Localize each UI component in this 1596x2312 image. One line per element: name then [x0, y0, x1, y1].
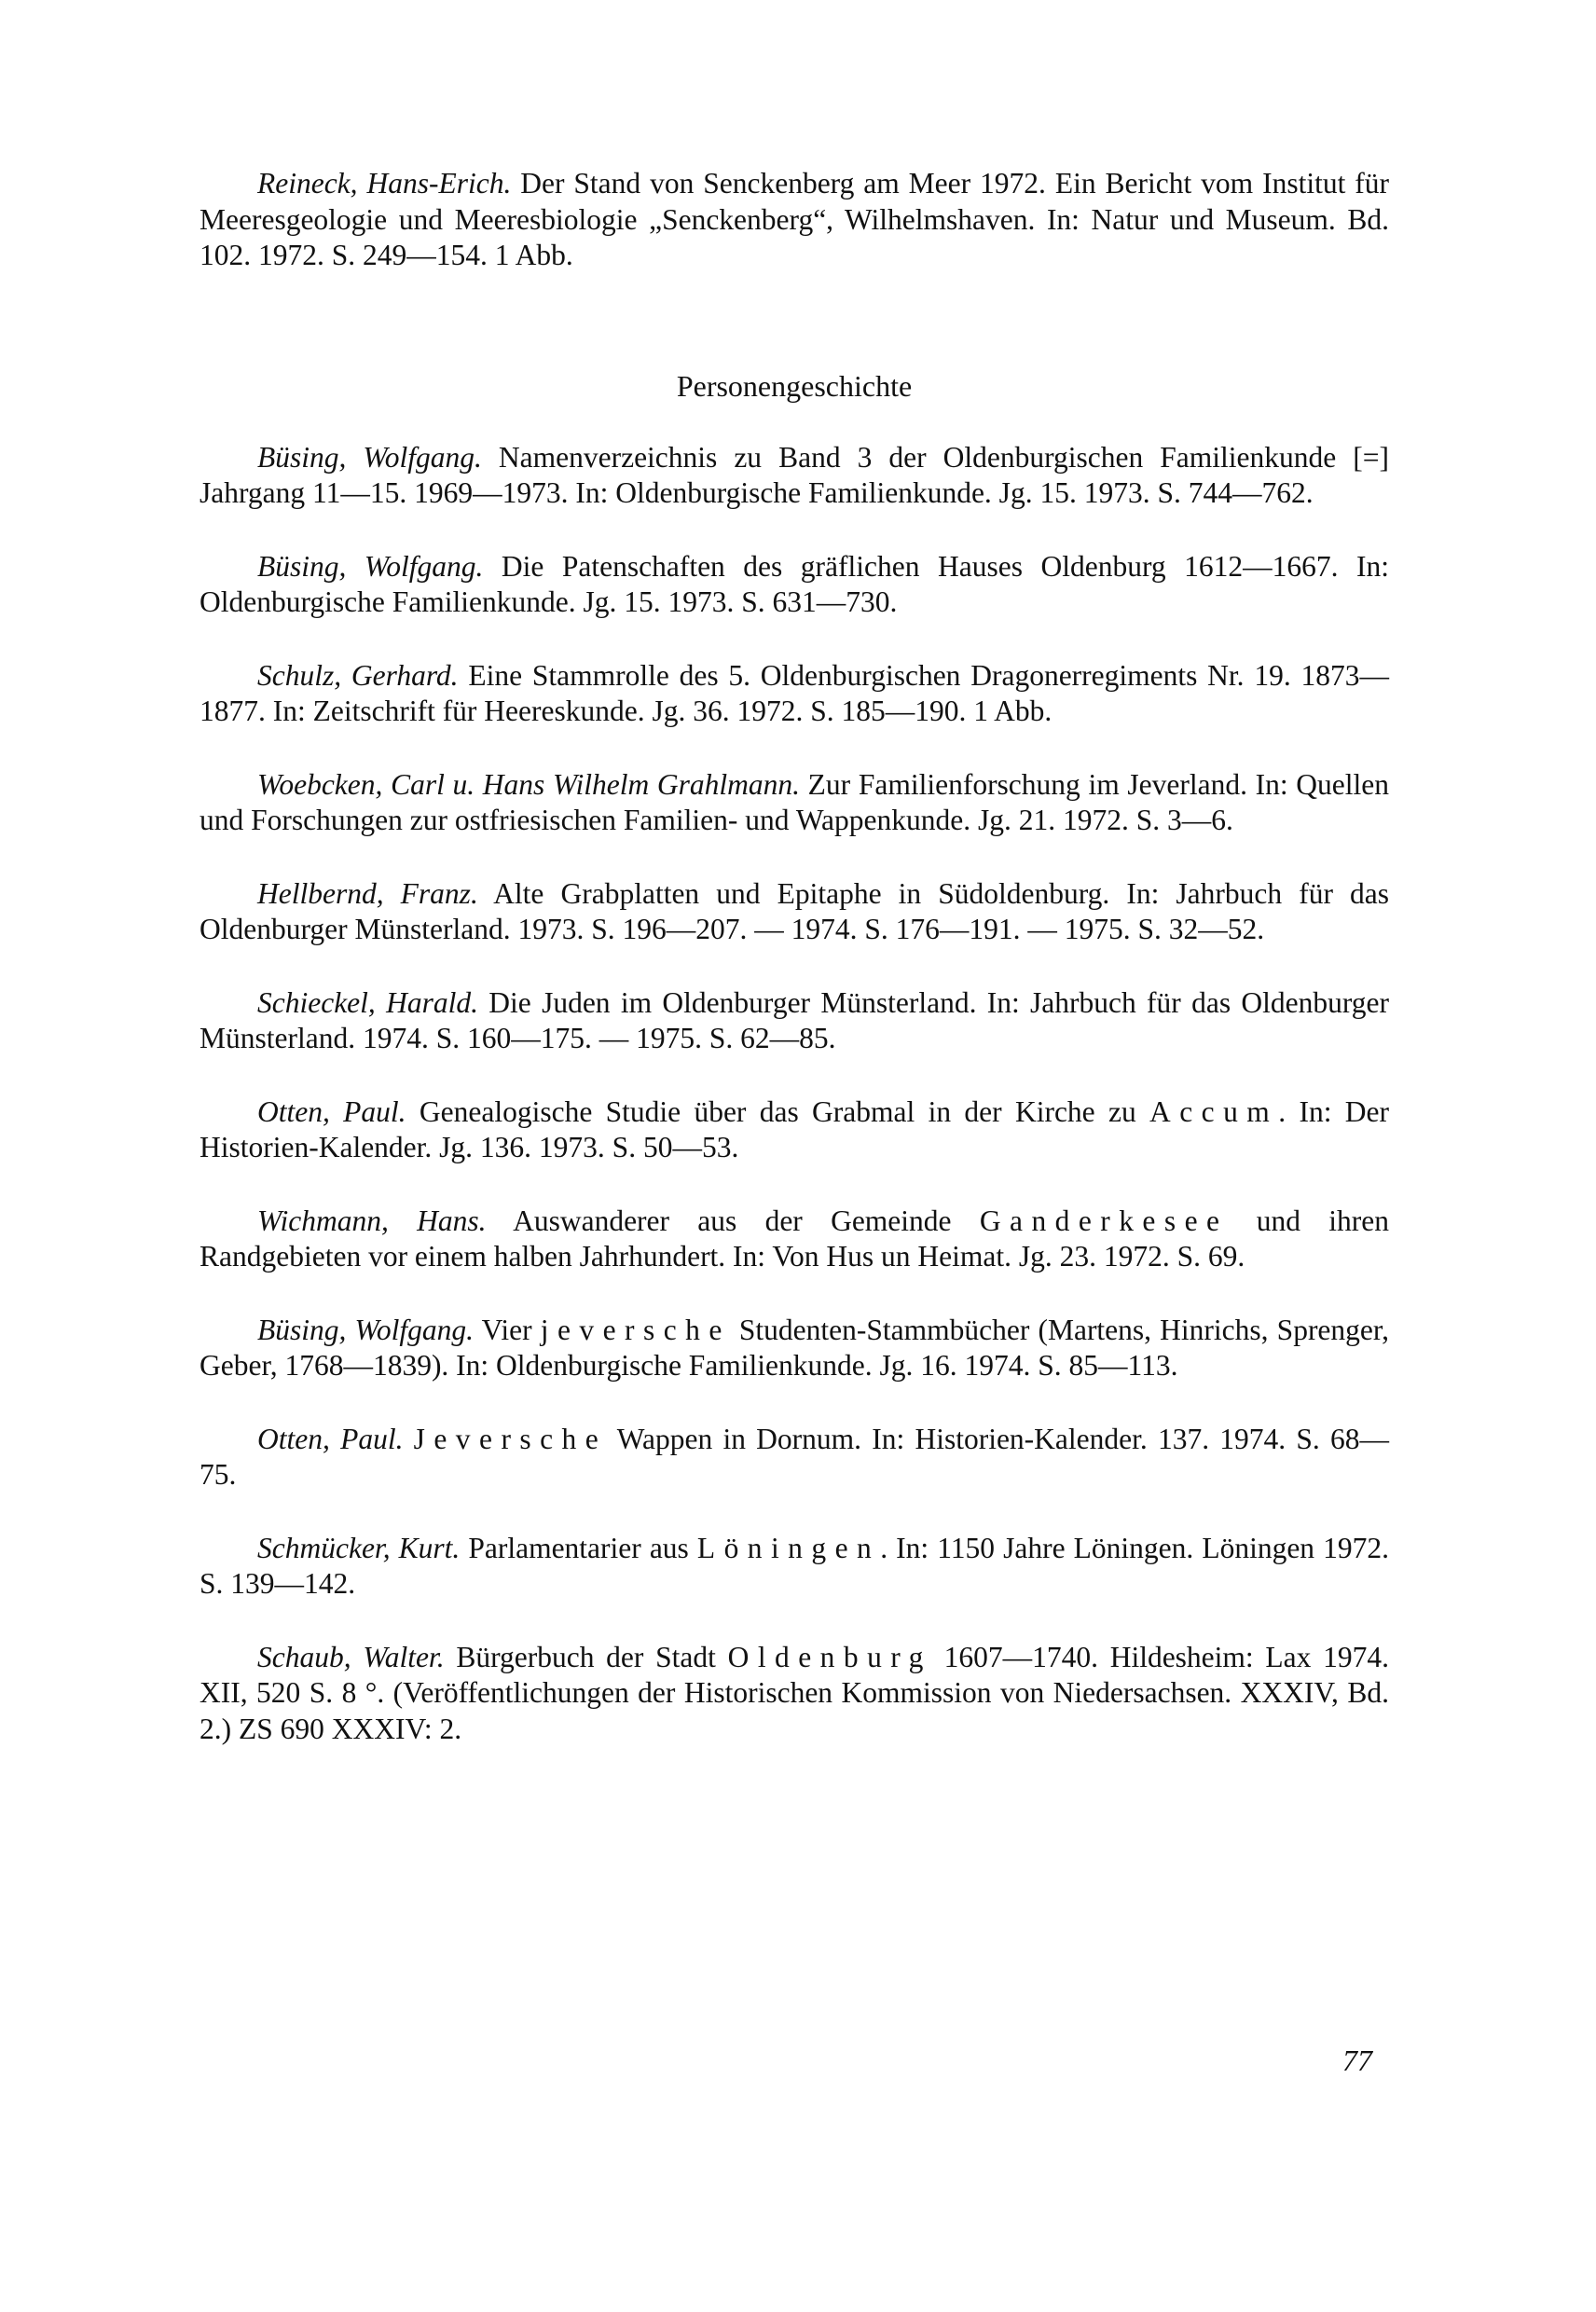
spaced-word: Jeversche: [413, 1422, 608, 1455]
bibliography-entry: [200, 1094, 1389, 1166]
entry-author: Wichmann, Hans.: [257, 1204, 487, 1237]
entry-text: Auswanderer aus der Gemeinde: [486, 1204, 980, 1237]
entry-author: Otten, Paul.: [257, 1422, 404, 1455]
entry-text: Vier: [474, 1313, 541, 1346]
spaced-place-name: Accum: [1149, 1094, 1279, 1128]
spaced-place-name: Löningen: [696, 1531, 881, 1564]
entry-author: Schulz, Gerhard.: [257, 658, 459, 692]
entry-text-continued: Wappen in Dornum. In: Historien-Kalender. 137. 1974. S. 68—75.: [200, 1422, 1389, 1491]
page-content: [200, 166, 1389, 1784]
bibliography-entry: [200, 767, 1389, 839]
entry-text-continued: und ihren Randgebieten vor einem halben Jahrhundert. In: Von Hus un Heimat. Jg. 23. 1972. S. 69.: [200, 1204, 1389, 1273]
entry-author: Schieckel, Harald.: [257, 985, 478, 1019]
entry-author: Schaub, Walter.: [257, 1640, 445, 1673]
entry-author: Schmücker, Kurt.: [257, 1531, 461, 1564]
bibliography-entry: [200, 658, 1389, 730]
entry-author: Büsing, Wolfgang.: [257, 440, 482, 474]
spaced-word: jeversche: [540, 1313, 731, 1346]
entry-text: [403, 1423, 413, 1455]
entry-text-continued: 1607—1740. Hildesheim: Lax 1974. XII, 520 S. 8 °. (Veröffentlichungen der Historischen Kommission von Niedersachsen. XXXIV, Bd. 2.) ZS 690 XXXIV: 2.: [200, 1640, 1389, 1745]
bibliography-entry: [200, 549, 1389, 621]
entry-text: Die Juden im Oldenburger Münsterland. In: Jahrbuch für das Oldenburger Münsterland. 1974. S. 160—175. — 1975. S. 62—85.: [200, 985, 1389, 1054]
entry-author: Hellbernd, Franz.: [257, 876, 478, 910]
entry-author: Büsing, Wolfgang.: [257, 549, 484, 583]
entry-text-continued: Studenten-Stammbücher (Martens, Hinrichs, Sprenger, Geber, 1768—1839). In: Oldenburgische Familienkunde. Jg. 16. 1974. S. 85—113.: [200, 1313, 1389, 1382]
bibliography-entry: [200, 1313, 1389, 1384]
spaced-place-name: Ganderkesee: [979, 1204, 1229, 1237]
entry-author: Woebcken, Carl u. Hans Wilhelm Grahlmann.: [257, 767, 801, 801]
entry-text: Zur Familienforschung im Jeverland. In: Quellen und Forschungen zur ostfriesischen Familien- und Wappenkunde. Jg. 21. 1972. S. 3—6.: [200, 767, 1389, 836]
bibliography-entry: [200, 1204, 1389, 1275]
entry-text: Genealogische Studie über das Grabmal in der Kirche zu: [406, 1094, 1150, 1128]
entry-text: Bürgerbuch der Stadt: [444, 1640, 728, 1673]
bibliography-entry: [200, 1422, 1389, 1493]
bibliography-entry: [200, 1531, 1389, 1603]
entry-text: Alte Grabplatten und Epitaphe in Südoldenburg. In: Jahrbuch für das Oldenburger Münsterland. 1973. S. 196—207. — 1974. S. 176—191. — 1975. S. 32—52.: [200, 876, 1390, 945]
bibliography-entry: [200, 985, 1389, 1057]
entry-text: Parlamentarier aus: [460, 1531, 697, 1564]
bibliography-entry: [200, 1640, 1389, 1748]
entry-text: Der Stand von Senckenberg am Meer 1972. Ein Bericht vom Institut für Meeresgeologie und Meeresbiologie „Senckenberg“, Wilhelmshaven. In: Natur und Museum. Bd. 102. 1972. S. 249—154. 1 Abb.: [200, 167, 1389, 271]
spaced-place-name: Oldenburg: [727, 1640, 932, 1673]
bibliography-entry: [200, 166, 1389, 274]
entry-text: Eine Stammrolle des 5. Oldenburgischen Dragonerregiments Nr. 19. 1873—1877. In: Zeitschrift für Heereskunde. Jg. 36. 1972. S. 185—190. 1 Abb.: [200, 658, 1389, 727]
section-title: Personengeschichte: [676, 368, 913, 403]
bibliography-entry: [200, 440, 1389, 512]
entry-text-continued: . In: Der Historien-Kalender. Jg. 136. 1973. S. 50—53.: [200, 1094, 1389, 1163]
page-number: 77: [1342, 2044, 1372, 2077]
entry-text: Die Patenschaften des gräflichen Hauses Oldenburg 1612—1667. In: Oldenburgische Familienkunde. Jg. 15. 1973. S. 631—730.: [200, 549, 1390, 618]
entry-author: Otten, Paul.: [257, 1094, 406, 1128]
entry-author: Büsing, Wolfgang.: [257, 1313, 474, 1346]
bibliography-entry: [200, 876, 1389, 948]
entry-author: Reineck, Hans-Erich.: [257, 167, 512, 200]
entry-text: Namenverzeichnis zu Band 3 der Oldenburgischen Familienkunde [=] Jahrgang 11—15. 1969—1973. In: Oldenburgische Familienkunde. Jg. 15. 1973. S. 744—762.: [200, 440, 1390, 509]
entry-text-continued: . In: 1150 Jahre Löningen. Löningen 1972. S. 139—142.: [200, 1531, 1389, 1600]
